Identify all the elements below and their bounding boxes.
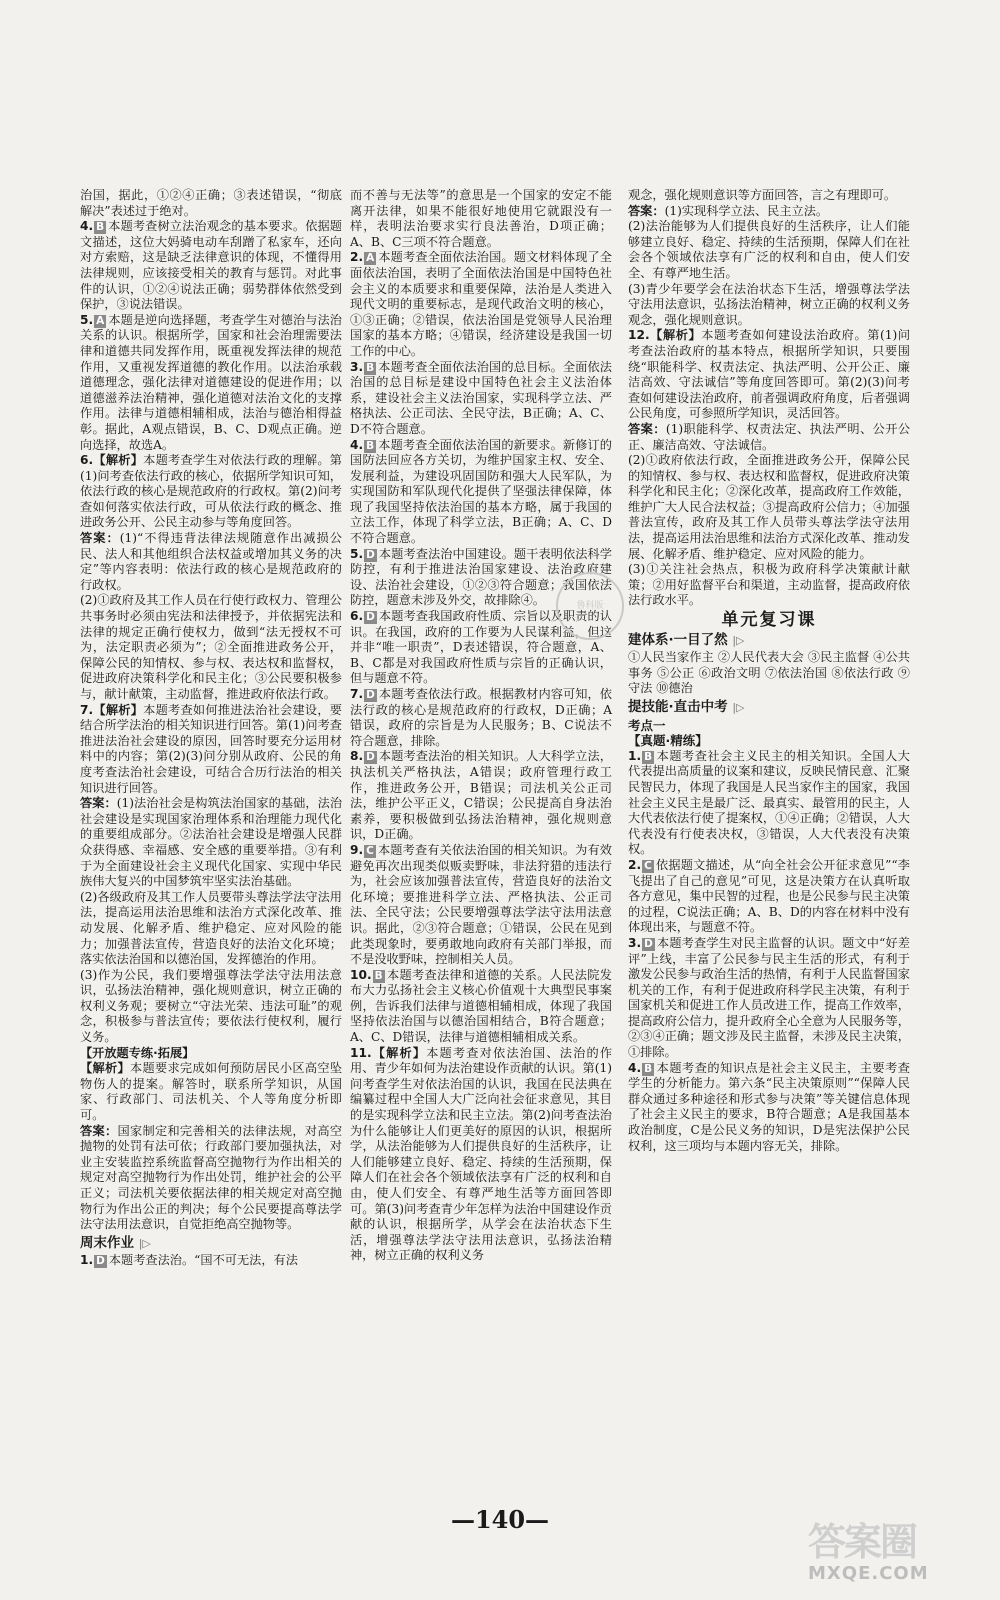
open-question-answer: 答案：国家制定和完善相关的法律法规，对高空抛物的处罚有法可依；行政部门要加强执法，对业主安装监控系统监督高空抛物行为作出相关的规定对高空抛物行为作出处罚，维护社会的公平正义；司法机关要依据法律的相关规定对高空抛物行为作出公正的判决；每个公民要提高尊法学法守法用法意识，自觉拒绝高空抛物等。 xyxy=(80,1123,343,1232)
skill-heading: 提技能·直击中考 |▷ xyxy=(628,699,745,715)
answer-item-8: 8. D 本题考查法治的相关知识。人大科学立法，执法机关严格执法，A错误；政府管理行政工作，推进政务公开，B错误；司法机关公正司法，维护公平正义，C错误；公民提高自身法治素养，要积极做到弘扬法治精神，强化规则意识，D正确。 xyxy=(350,749,612,842)
watermark-en: MXQE.COM xyxy=(808,1563,929,1584)
faded-stamp-icon: 鲁科版 xyxy=(556,572,624,640)
answer-item-1 xyxy=(80,1253,342,1269)
item-number: 4. xyxy=(80,219,94,234)
answer-item-3: 3. D 本题考查学生对民主监督的认识。题文中“好差评”上线，丰富了公民参与民主生活的形式，有利于激发公民参与政治生活的热情，有利于人民监督国家机关的工作，有利于促进政府科学民主决策，有利于国家机关和促进工作人员改进工作，提高工作效率，提高政府公信力，提升政府全心全意为人民服务等，②③④正确；题文涉及民主监督，未涉及民主决策，①排除。 xyxy=(628,935,910,1060)
middle-intro: 而不善与无法等”的意思是一个国家的安定不能离开法律，如果不能很好地使用它就跟没有一样，表明法治要求实行良法善治，D项正确；A、B、C三项不符合题意。 xyxy=(350,188,612,249)
open-question-head: 【开放题专练·拓展】 xyxy=(80,1045,195,1060)
answer-badge: B xyxy=(644,750,653,763)
answer-item-6: 6. D 本题考查我国政府性质、宗旨以及职责的认识。在我国，政府的工作要为人民谋利益，但这并非“唯一职责”，D表述错误，符合题意，A、B、C都是对我国政府性质与宗旨的正确认识，但与题意不符。 xyxy=(350,609,612,686)
answer-item-12: 12.【解析】本题考查如何建设法治政府。第(1)问考查法治政府的基本特点，根据所学知识，只要围绕“职能科学、权责法定、执法严明、公开公正、廉洁高效、守法诚信”等角度回答即可。第(2)(3)问考查如何建设法治政府，前者强调政府角度，后者强调公民角度，可参照所学知识，灵活回答。 xyxy=(628,328,911,421)
open-question-analysis: 【解析】本题要求完成如何预防居民小区高空坠物伤人的提案。解答时，联系所学知识，从国家、行政部门、司法机关、个人等角度分析即可。 xyxy=(80,1061,343,1123)
answer-badge: C xyxy=(366,844,374,857)
section-arrow-icon: |▷ xyxy=(732,701,745,714)
answer-item-2: 2. A 本题考查全面依法治国。题文材料体现了全面依法治国，表明了全面依法治国是中国特色社会主义的本质要求和重要保障，法治是人类进入现代文明的重要标志，是现代政治文明的核心，①③正确；②错误，依法治国是党领导人民治理国家的基本方略；④错误，经济建设是我国一切工作的中心。 xyxy=(350,250,612,358)
answer-item-9: 9. C 本题考查有关依法治国的相关知识。为有效避免再次出现类似贩卖野味，非法狩猎的违法行为，社会应该加强普法宣传，营造良好的法治文化环境；要推进科学立法、严格执法、公正司法、全民守法；公民要增强尊法学法守法用法意识。据此，②③符合题意；①错误，公民在见到此类现象时，要勇敢地向政府有关部门举报，而不是没收野味，控制相关人员。 xyxy=(350,842,612,967)
right-intro: 观念，强化规则意识等方面回答，言之有理即可。 xyxy=(628,188,897,202)
answer-12-part1: 答案：(1)职能科学、权责法定、执法严明、公开公正、廉洁高效、守法诚信。 xyxy=(628,421,911,452)
analysis-tag: 【解析】 xyxy=(649,328,702,343)
section-arrow-icon: |▷ xyxy=(138,1236,151,1250)
answer-badge: D xyxy=(366,751,375,764)
answer-badge: B xyxy=(366,361,375,374)
item-number: 1. xyxy=(80,1253,94,1268)
answer-item-3: 3. B 本题考查全面依法治国的总目标。全面依法治国的总目标是建设中国特色社会主义法治体系，建设社会主义法治国家，实现科学立法、严格执法、公正司法、全民守法，B正确；A、C、D不符合题意。 xyxy=(350,359,612,436)
watermark-cn: 答案圈 xyxy=(808,1520,917,1564)
answer-badge: C xyxy=(644,859,652,872)
answer-item-1: 1. B 本题考查社会主义民主的相关知识。全国人大代表提出高质量的议案和建议，反映民情民意、汇聚民智民力，体现了我国是人民当家作主的国家，我国社会主义民主是最广泛、最真实、最管用的民主，人大代表依法行使了提案权，①④正确；②错误，人大代表没有行使表决权，③错误，人大代表没有决策权。 xyxy=(628,748,910,857)
section-arrow-icon: |▷ xyxy=(732,633,745,647)
answer-12-part2: (2)①政府依法行政，全面推进政务公开，保障公民的知情权、参与权、表达权和监督权，促进政府决策科学化和民主化；②深化改革，提高政府工作效能，维护广大人民合法权益；③提高政府公信力；④加强普法宣传，政府及其工作人员带头尊法学法守法用法，提高运用法治思维和法治方式深化改革、推动发展、化解矛盾、维护稳定、应对风险的能力。 xyxy=(628,453,910,561)
answer-item-5: 5. D 本题考查法治中国建设。题干表明依法科学防控，有利于推进法治国家建设、法治政府建设、法治社会建设，①②③符合题意；我国依法防控，题意未涉及外交，故排除④。 xyxy=(350,546,612,608)
true-question-heading: 【真题·精练】 xyxy=(628,733,708,749)
answer-item-4: 4. B 本题考查的知识点是社会主义民主，主要考查学生的分析能力。第六条“民主决策原则”“保障人民群众通过多种途径和形式参与决策”等关键信息体现了社会主义民主的要求，B符合题意；A是我国基本政治制度，C是公民义务的知识，D是宪法保护公民权利，这三项均与本题内容无关，排除。 xyxy=(628,1060,910,1153)
answer-badge: B xyxy=(366,439,375,452)
answer-badge: B xyxy=(96,221,105,234)
page-number: —140— xyxy=(450,1505,550,1534)
answer-item-11: 11.【解析】本题考查对依法治国、法治的作用、青少年如何为法治建设作贡献的认识。第(1)问考查学生对依法治国的认识，我国在民法典在编纂过程中全国人大广泛向社会征求意见，其目的是实现科学立法和民主立法。第(2)问考查法治为什么能够让人们更美好的原因的认识，根据所学，从法治能够为人们提供良好的生活秩序，让人们能够建立良好、稳定、持续的生活预期，保障人们在社会各个领域依法享有广泛的权利和自由，使人们安全、有尊严地生活等方面回答即可。第(3)问考查青少年怎样为法治中国建设作贡献的认识，根据所学，从学会在法治状态下生活，增强尊法学法守法用法意识，弘扬法治精神，树立正确的权利义务 xyxy=(350,1045,613,1263)
answer-item-10: 10. B 本题考查法律和道德的关系。人民法院发布大力弘扬社会主义核心价值观十大典型民事案例，告诉我们法律与道德相辅相成，体现了我国坚持依法治国与以德治国相结合，B符合题意；A、C、D错误，法律与道德相辅相成关系。 xyxy=(350,967,612,1045)
answer-label: 答案： xyxy=(80,531,120,546)
answer-badge: D xyxy=(644,937,653,950)
answer-item-7: 7. D 本题考查依法行政。根据教材内容可知，依法行政的核心是规范政府的行政权，D正确；A错误，政府的宗旨是为人民服务；B、C说法不符合题意，排除。 xyxy=(350,687,612,748)
middle-column xyxy=(350,188,612,1264)
answer-badge: D xyxy=(366,611,375,624)
answer-badge: D xyxy=(366,548,375,561)
item-number: 7. xyxy=(80,702,94,717)
analysis-tag: 【解析】 xyxy=(371,1045,427,1060)
answer-label: 答案： xyxy=(80,796,117,811)
answer-item-7 xyxy=(80,703,342,797)
analysis-tag: 【解析】 xyxy=(93,453,144,468)
right-answer-2: (2)法治能够为人们提供良好的生活秩序，让人们能够建立良好、稳定、持续的生活预期，保障人们在社会各个领域依法享有广泛的权利和自由，使人们安全、有尊严地生活。 xyxy=(628,219,910,280)
item-number: 5. xyxy=(80,312,94,327)
answer-12-part3: (3)①关注社会热点，积极为政府科学决策献计献策；②用好监督平台和渠道，主动监督，提高政府依法行政水平。 xyxy=(628,562,910,608)
answer-7-part3: (3)作为公民，我们要增强尊法学法守法用法意识，弘扬法治精神，强化规则意识，树立正确的权利义务观；要树立“守法光荣、违法可耻”的观念，积极参与普法宣传；要依法行使权利，履行义务。 xyxy=(80,967,342,1045)
right-answer-3: (3)青少年要学会在法治状态下生活，增强尊法学法守法用法意识，弘扬法治精神，树立正确的权利义务观念，强化规则意识。 xyxy=(628,281,910,327)
weekend-homework-heading: 周末作业 |▷ xyxy=(80,1234,151,1251)
unit-review-title: 单元复习课 xyxy=(721,610,817,631)
build-system-heading: 建体系·一目了然 |▷ xyxy=(628,631,745,648)
answer-badge: B xyxy=(374,969,383,982)
answer-6-part1: 答案：(1)“不得违背法律法规随意作出减损公民、法人和其他组织合法权益或增加其义务的决定”等内容表明：依法行政的核心是规范政府的行政权。 xyxy=(80,531,342,592)
item-text: 本题考查树立法治观念的基本要求。依据题文描述，这位大妈骑电动车刮蹭了私家车，还向对方索赔，这是缺乏法律意识的体现，不懂得用法律规则，应该接受相关的教育与惩罚。对此事件的认识，①②④说法正确；弱势群体依然受到保护，③说法错误。 xyxy=(80,219,342,312)
answer-item-6 xyxy=(80,453,342,531)
right-intro-answer: 答案：(1)实现科学立法、民主立法。 xyxy=(628,203,829,218)
answer-badge: B xyxy=(644,1062,653,1075)
item-text: 本题考查法治。“国不可无法，有法 xyxy=(108,1253,298,1268)
answer-7-part2: (2)各级政府及其工作人员要带头尊法学法守法用法，提高运用法治思维和法治方式深化改革、推动发展、化解矛盾、维护稳定、应对风险的能力；加强普法宣传，营造良好的法治文化环境；落实依法治国和以德治国，发挥德治的作用。 xyxy=(80,889,342,967)
point-one-heading: 考点一 xyxy=(628,717,666,733)
item-text: 本题是逆向选择题，考查学生对德治与法治关系的认识。根据所学，国家和社会治理需要法律和道德共同发挥作用，既重视发挥法律的规范作用，又重视发挥道德的教化作用。以法治承载道德理念，强化法律对道德建设的促进作用；以道德滋养法治精神，强化道德对法治文化的支撑作用。法律与道德相辅相成，法治与德治相得益彰。据此，A观点错误，B、C、D观点正确。逆向选择，故选A。 xyxy=(80,312,342,452)
answer-7-part1: 答案：(1)法治社会是构筑法治国家的基础，法治社会建设是实现国家治理体系和治理能力现代化的重要组成部分。②法治社会建设是增强人民群众获得感、幸福感、安全感的重要举措。③有利于为全面建设社会主义现代化国家、实现中华民族伟大复兴的中国梦筑牢坚实法治基础。 xyxy=(80,796,343,889)
build-system-items: ①人民当家作主 ②人民代表大会 ③民主监督 ④公共事务 ⑤公正 ⑥政治文明 ⑦依法治国 ⑧依法行政 ⑨守法 ⑩德治 xyxy=(628,650,910,696)
answer-badge: D xyxy=(366,689,375,701)
answer-6-part2: (2)①政府及其工作人员在行使行政权力、管理公共事务时必须由宪法和法律授予，并依据宪法和法律的规定正确行使权力，做到“法无授权不可为，法定职责必须为”；②全面推进政务公开，保障公民的知情权、参与权、表达权和监督权，促进政府决策科学化和民主化；③公民要积极参与，献计献策，主动监督，推进政府依法行政。 xyxy=(80,593,342,701)
answer-badge: A xyxy=(96,314,105,327)
answer-item-4 xyxy=(80,219,342,313)
analysis-tag: 【解析】 xyxy=(93,702,144,717)
left-intro: 治国，据此，①②④正确；③表述错误，“彻底解决”表述过于绝对。 xyxy=(80,188,342,218)
answer-item-5 xyxy=(80,313,342,453)
answer-item-4: 4. B 本题考查全面依法治国的新要求。新修订的国防法回应各方关切，为维护国家主权、安全、发展利益，为建设巩固国防和强大人民军队，为实现国防和军队现代化提供了坚强法律保障，体现了我国坚持依法治国的基本方略，属于我国的立法工作，体现了科学立法，B正确；A、C、D不符合题意。 xyxy=(350,437,612,546)
answer-badge: D xyxy=(96,1255,105,1268)
item-number: 6. xyxy=(80,453,94,468)
left-column xyxy=(80,188,342,1269)
answer-badge: A xyxy=(366,252,375,265)
item-text: 本题考查如何推进法治社会建设，要结合所学法治的相关知识进行回答。第(1)问考查推进法治社会建设的原因，回答时要充分运用材料中的内容；第(2)(3)问分别从政府、公民的角度考查法治社会建设，可结合合历行法治的相关知识进行回答。 xyxy=(80,702,342,795)
answer-item-2: 2. C 依据题文描述，从“向全社会公开征求意见”“李飞提出了自己的意见”可见，这是决策方在认真听取各方意见，集中民智的过程，也是公民参与民主决策的过程，C说法正确；A、B、D的内容在材料中没有体现出来，与题意不符。 xyxy=(628,857,910,935)
watermark-logo xyxy=(808,1520,988,1590)
item-text: 本题考查学生对依法行政的理解。第(1)问考查依法行政的核心，依据所学知识可知，依法行政的核心是规范政府的行政权。第(2)问考查如何落实依法行政，可从依法行政的概念、推进政务公开、公民主动参与等角度回答。 xyxy=(80,453,342,530)
right-column xyxy=(628,188,910,1154)
